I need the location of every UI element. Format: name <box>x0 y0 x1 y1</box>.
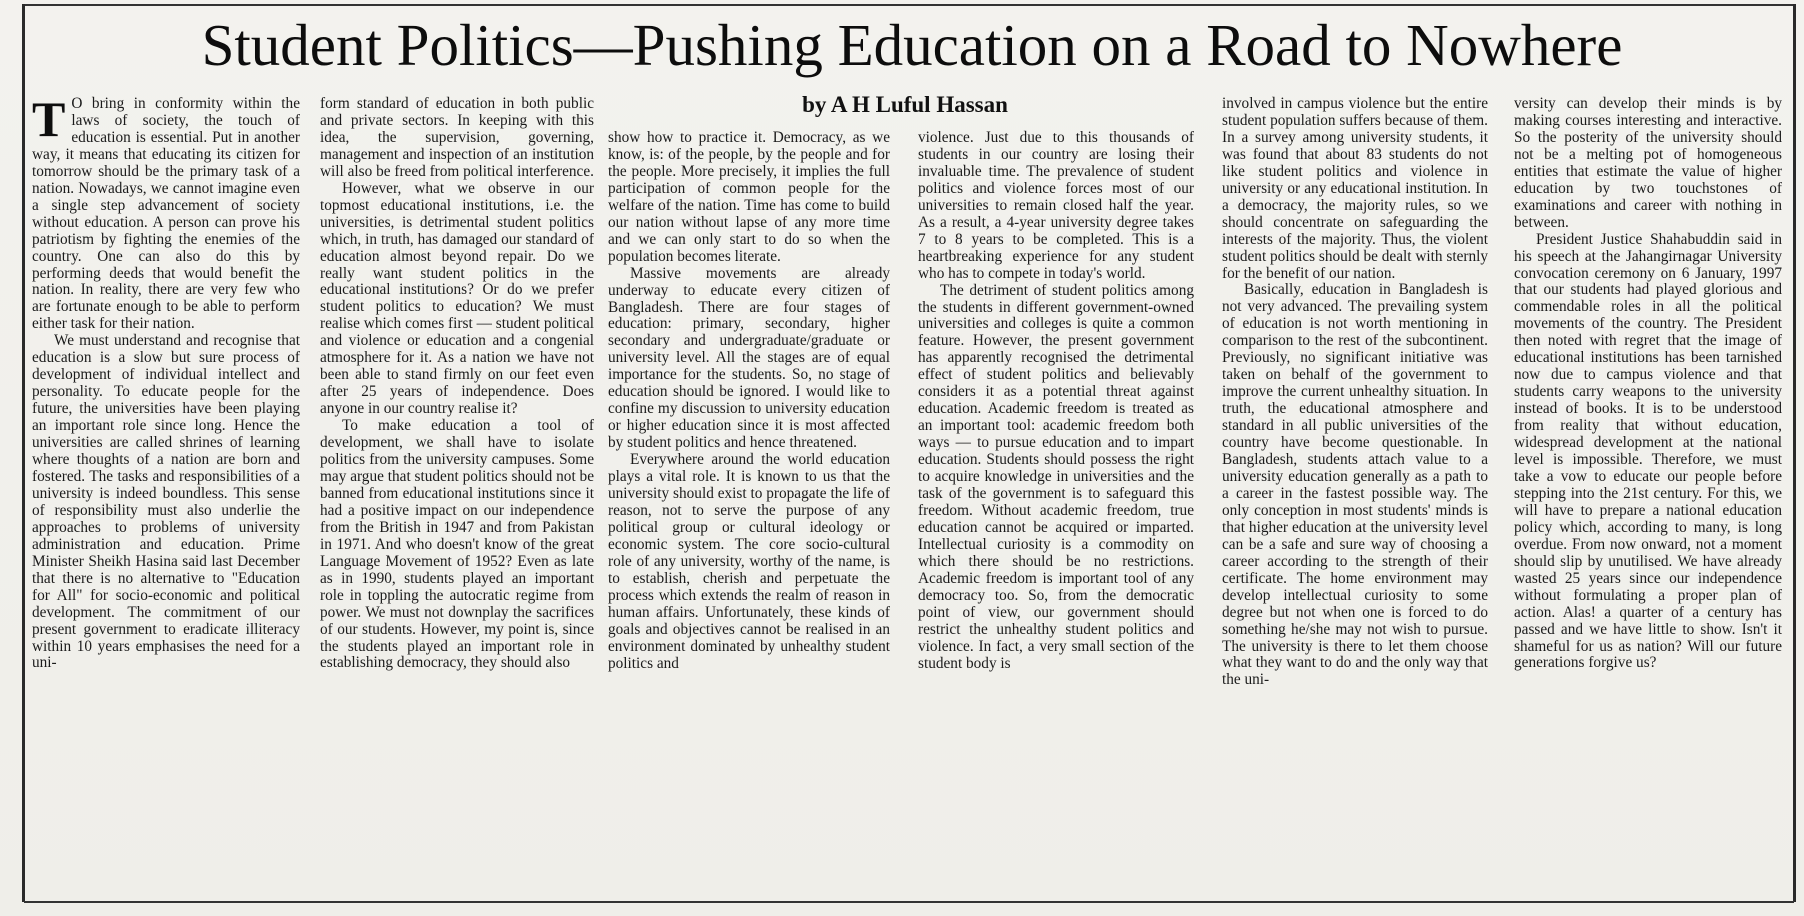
article-column-6 <box>1514 96 1782 896</box>
headline: Student Politics—Pushing Education on a Road to Nowhere <box>201 12 1623 78</box>
paragraph: Massive movements are already underway to educate every citizen of Bangladesh. There are four stages of education: primary, secondary, higher secondary and undergraduate/graduate or university level. All the stages are of equal importance for the students. So, no stage of education should be ignored. I would like to confine my discussion to university education or higher education since it is most affected by student politics and hence threatened. <box>608 264 890 452</box>
paragraph: involved in campus violence but the entire student population suffers because of them. In a survey among university students, it was found that about 83 students do not like student politics and violence in university or any educational institution. In a democracy, the majority rules, so we should concentrate on safeguarding the interests of the majority. Thus, the violent student politics should be dealt with sternly for the benefit of our nation. <box>1222 96 1488 282</box>
right-border <box>1793 4 1796 902</box>
paragraph: We must understand and recognise that education is a slow but sure process of development of individual intellect and personality. To educate people for the future, the universities have been playing an important role since long. Hence the universities are called shrines of learning where thoughts of a nation are born and fostered. The tasks and responsibilities of a university is indeed boundless. This sense of responsibility must also underlie the approaches to problems of university administration and education. Prime Minister Sheikh Hasina said last December that there is no alternative to "Education for All" for socio-economic and political development. The commitment of our present government to eradicate illiteracy within 10 years emphasises the need for a uni- <box>32 332 300 672</box>
paragraph: show how to practice it. Democracy, as we know, is: of the people, by the people and for the people. More precisely, it implies the full participation of common people for the welfare of the nation. Time has come to build our nation without lapse of any more time and we can only start to do so when the population becomes literate. <box>608 130 890 265</box>
paragraph: O bring in conformity within the laws of society, the touch of education is essential. Put in another way, it means that educating its citizen for tomorrow should be the primary task of a nation. Nowadays, we cannot imagine even a single step advancement of society without education. A person can prove his patriotism by fighting the enemies of the country. One can also do this by performing deeds that would benefit the nation. In reality, there are very few who are fortunate enough to be able to perform either task for their nation. <box>32 96 300 333</box>
paragraph: violence. Just due to this thousands of students in our country are losing their invaluable time. The prevalence of student politics and violence forces most of our universities to remain closed half the year. As a result, a 4-year university degree takes 7 to 8 years to be completed. This is a heartbreaking experience for any student who has to compete in today's world. <box>918 130 1194 282</box>
paragraph: The detriment of student politics among the students in different government-owned universities and colleges is quite a common feature. However, the present government has apparently recognised the detrimental effect of student politics and believably considers it as a potential threat against education. Academic freedom is treated as an important tool: academic freedom both ways — to pursue education and to impart education. Students should possess the right to acquire knowledge in universities and the task of the government is to safeguard this freedom. Without academic freedom, true education cannot be acquired or imparted. Intellectual curiosity is a commodity on which there should be no restrictions. Academic freedom is important tool of any democracy too. So, from the democratic point of view, our government should restrict the unhealthy student politics and violence. In fact, a very small section of the student body is <box>918 281 1194 672</box>
paragraph: Everywhere around the world education plays a vital role. It is known to us that the university should exist to propagate the life of reason, not to serve the purpose of any political group or cultural ideology or economic system. The core socio-cultural role of any university, worthy of the name, is to establish, cherish and perpetuate the process which extends the realm of reason in human affairs. Unfortunately, these kinds of goals and objectives cannot be realised in an environment dominated by unhealthy student politics and <box>608 451 890 672</box>
bottom-border <box>24 901 1794 903</box>
article-column-4 <box>918 130 1194 896</box>
paragraph: form standard of education in both public and private sectors. In keeping with this idea, the supervision, governing, management and inspection of an institution will also be freed from political interference. <box>320 96 594 180</box>
paragraph: To make education a tool of development, we shall have to isolate politics from the university campuses. Some may argue that student politics should not be banned from educational institutions since it had a positive impact on our independence from the British in 1947 and from Pakistan in 1971. And who doesn't know of the great Language Movement of 1952? Even as late as in 1990, students played an important role in toppling the autocratic regime from power. We must not downplay the sacrifices of our students. However, my point is, since the students played an important role in establishing democracy, they should also <box>320 417 594 672</box>
paragraph: However, what we observe in our topmost educational institutions, i.e. the universities, is detrimental student politics which, in truth, has damaged our standard of education almost beyond repair. Do we really want student politics in the educational institutions? Or do we prefer student politics to education? We must realise which comes first — student political and violence or education and a congenial atmosphere for it. As a nation we have not been able to stand firmly on our feet even after 25 years of independence. Does anyone in our country realise it? <box>320 179 594 418</box>
top-border <box>24 4 1794 6</box>
article-column-2 <box>320 96 594 896</box>
article-column-1 <box>32 96 300 896</box>
byline: by A H Luful Hassan <box>802 92 1008 117</box>
paragraph: President Justice Shahabuddin said in his speech at the Jahangirnagar University convocation ceremony on 6 January, 1997 that our students had played glorious and commendable roles in all the political movements of the country. The President then noted with regret that the image of educational institutions has been tarnished now due to campus violence and that students carry weapons to the university instead of books. It is to be understood from reality that without education, widespread development at the national level is impossible. Therefore, we must take a vow to educate our people before stepping into the 21st century. For this, we will have to prepare a national education policy which, according to many, is long overdue. From now onward, not a moment should slip by unutilised. We have already wasted 25 years since our independence without formulating a proper plan of action. Alas! a quarter of a century has passed and we have little to show. Isn't it shameful for us as nation? Will our future generations forgive us? <box>1514 230 1782 672</box>
paragraph: Basically, education in Bangladesh is not very advanced. The prevailing system of education is not worth mentioning in comparison to the rest of the subcontinent. Previously, no significant initiative was taken on behalf of the government to improve the current unhealthy situation. In truth, the educational atmosphere and standard in all public universities of the country have become questionable. In Bangladesh, students attach value to a university education generally as a path to a career in the fastest possible way. The only conception in most students' minds is that higher education at the university level can be a safe and sure way of choosing a career according to the strength of their certificate. The home environment may develop intellectual curiosity to some degree but not when one is forced to do something he/she may not wish to pursue. The university is there to let them choose what they want to do and the only way that the uni- <box>1222 281 1488 689</box>
article-column-3 <box>608 130 890 896</box>
drop-cap: T <box>32 96 66 147</box>
paragraph: versity can develop their minds is by making courses interesting and interactive. So the posterity of the university should not be a melting pot of homogeneous entities that estimate the value of higher education by two touchstones of examinations and career with nothing in between. <box>1514 96 1782 231</box>
article-column-5 <box>1222 96 1488 896</box>
left-border <box>22 4 25 902</box>
